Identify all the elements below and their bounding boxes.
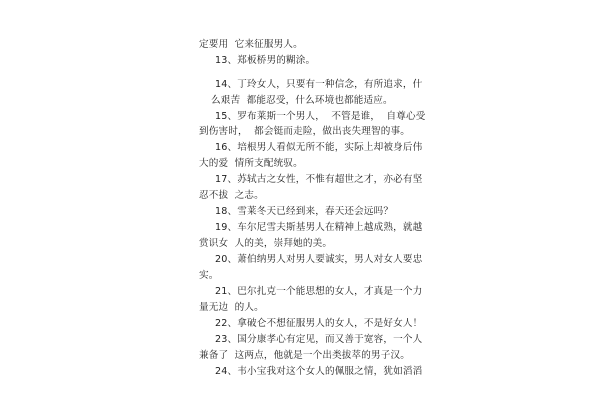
text-line-5: 15、罗布莱斯一个男人， 不管是谁， 自尊心受 xyxy=(215,111,426,122)
text-line-17: 量无边 的人。 xyxy=(199,302,264,313)
text-line-4: 么艰苦 都能忍受，什么环境也都能适应。 xyxy=(211,95,393,106)
text-line-11: 18、雪莱冬天已经到来，春天还会远吗？ xyxy=(215,206,394,217)
text-line-16: 21、巴尔扎克一个能思想的女人，才真是一个力 xyxy=(215,286,423,297)
text-line-9: 17、苏轼古之女性，不惟有超世之才，亦必有坚 xyxy=(215,174,423,185)
text-line-21: 24、韦小宝我对这个女人的佩服之情，犹如滔滔 xyxy=(215,366,423,377)
text-line-8: 大的爱 情所支配统驭。 xyxy=(199,158,303,169)
text-line-13: 赏识女 人的美，崇拜她的美。 xyxy=(199,238,333,249)
text-line-18: 22、拿破仑不想征服男人的女人，不是好女人！ xyxy=(215,318,423,329)
text-line-1: 定要用 它来征服男人。 xyxy=(199,39,303,50)
text-line-19: 23、国分康孝心有定见，而又善于宽容，一个人 xyxy=(215,334,423,345)
text-line-14: 20、萧伯纳男人对男人要诚实，男人对女人要忠 xyxy=(215,254,423,265)
text-line-7: 16、培根男人看似无所不能，实际上却被身后伟 xyxy=(215,142,423,153)
text-line-12: 19、车尔尼雪夫斯基男人在精神上越成熟，就越 xyxy=(215,222,423,233)
text-line-2: 13、郑板桥男的糊涂。 xyxy=(215,55,316,66)
text-line-3: 14、丁玲女人，只要有一种信念，有所追求，什 xyxy=(215,79,423,90)
text-line-20: 兼备了 这两点，他就是一个出类拔萃的男子汉。 xyxy=(199,350,411,361)
text-line-15: 实。 xyxy=(199,270,219,281)
text-line-6: 到伤害时， 都会铤而走险，做出丧失理智的事。 xyxy=(199,126,411,137)
text-line-10: 忍不拔 之志。 xyxy=(199,190,264,201)
